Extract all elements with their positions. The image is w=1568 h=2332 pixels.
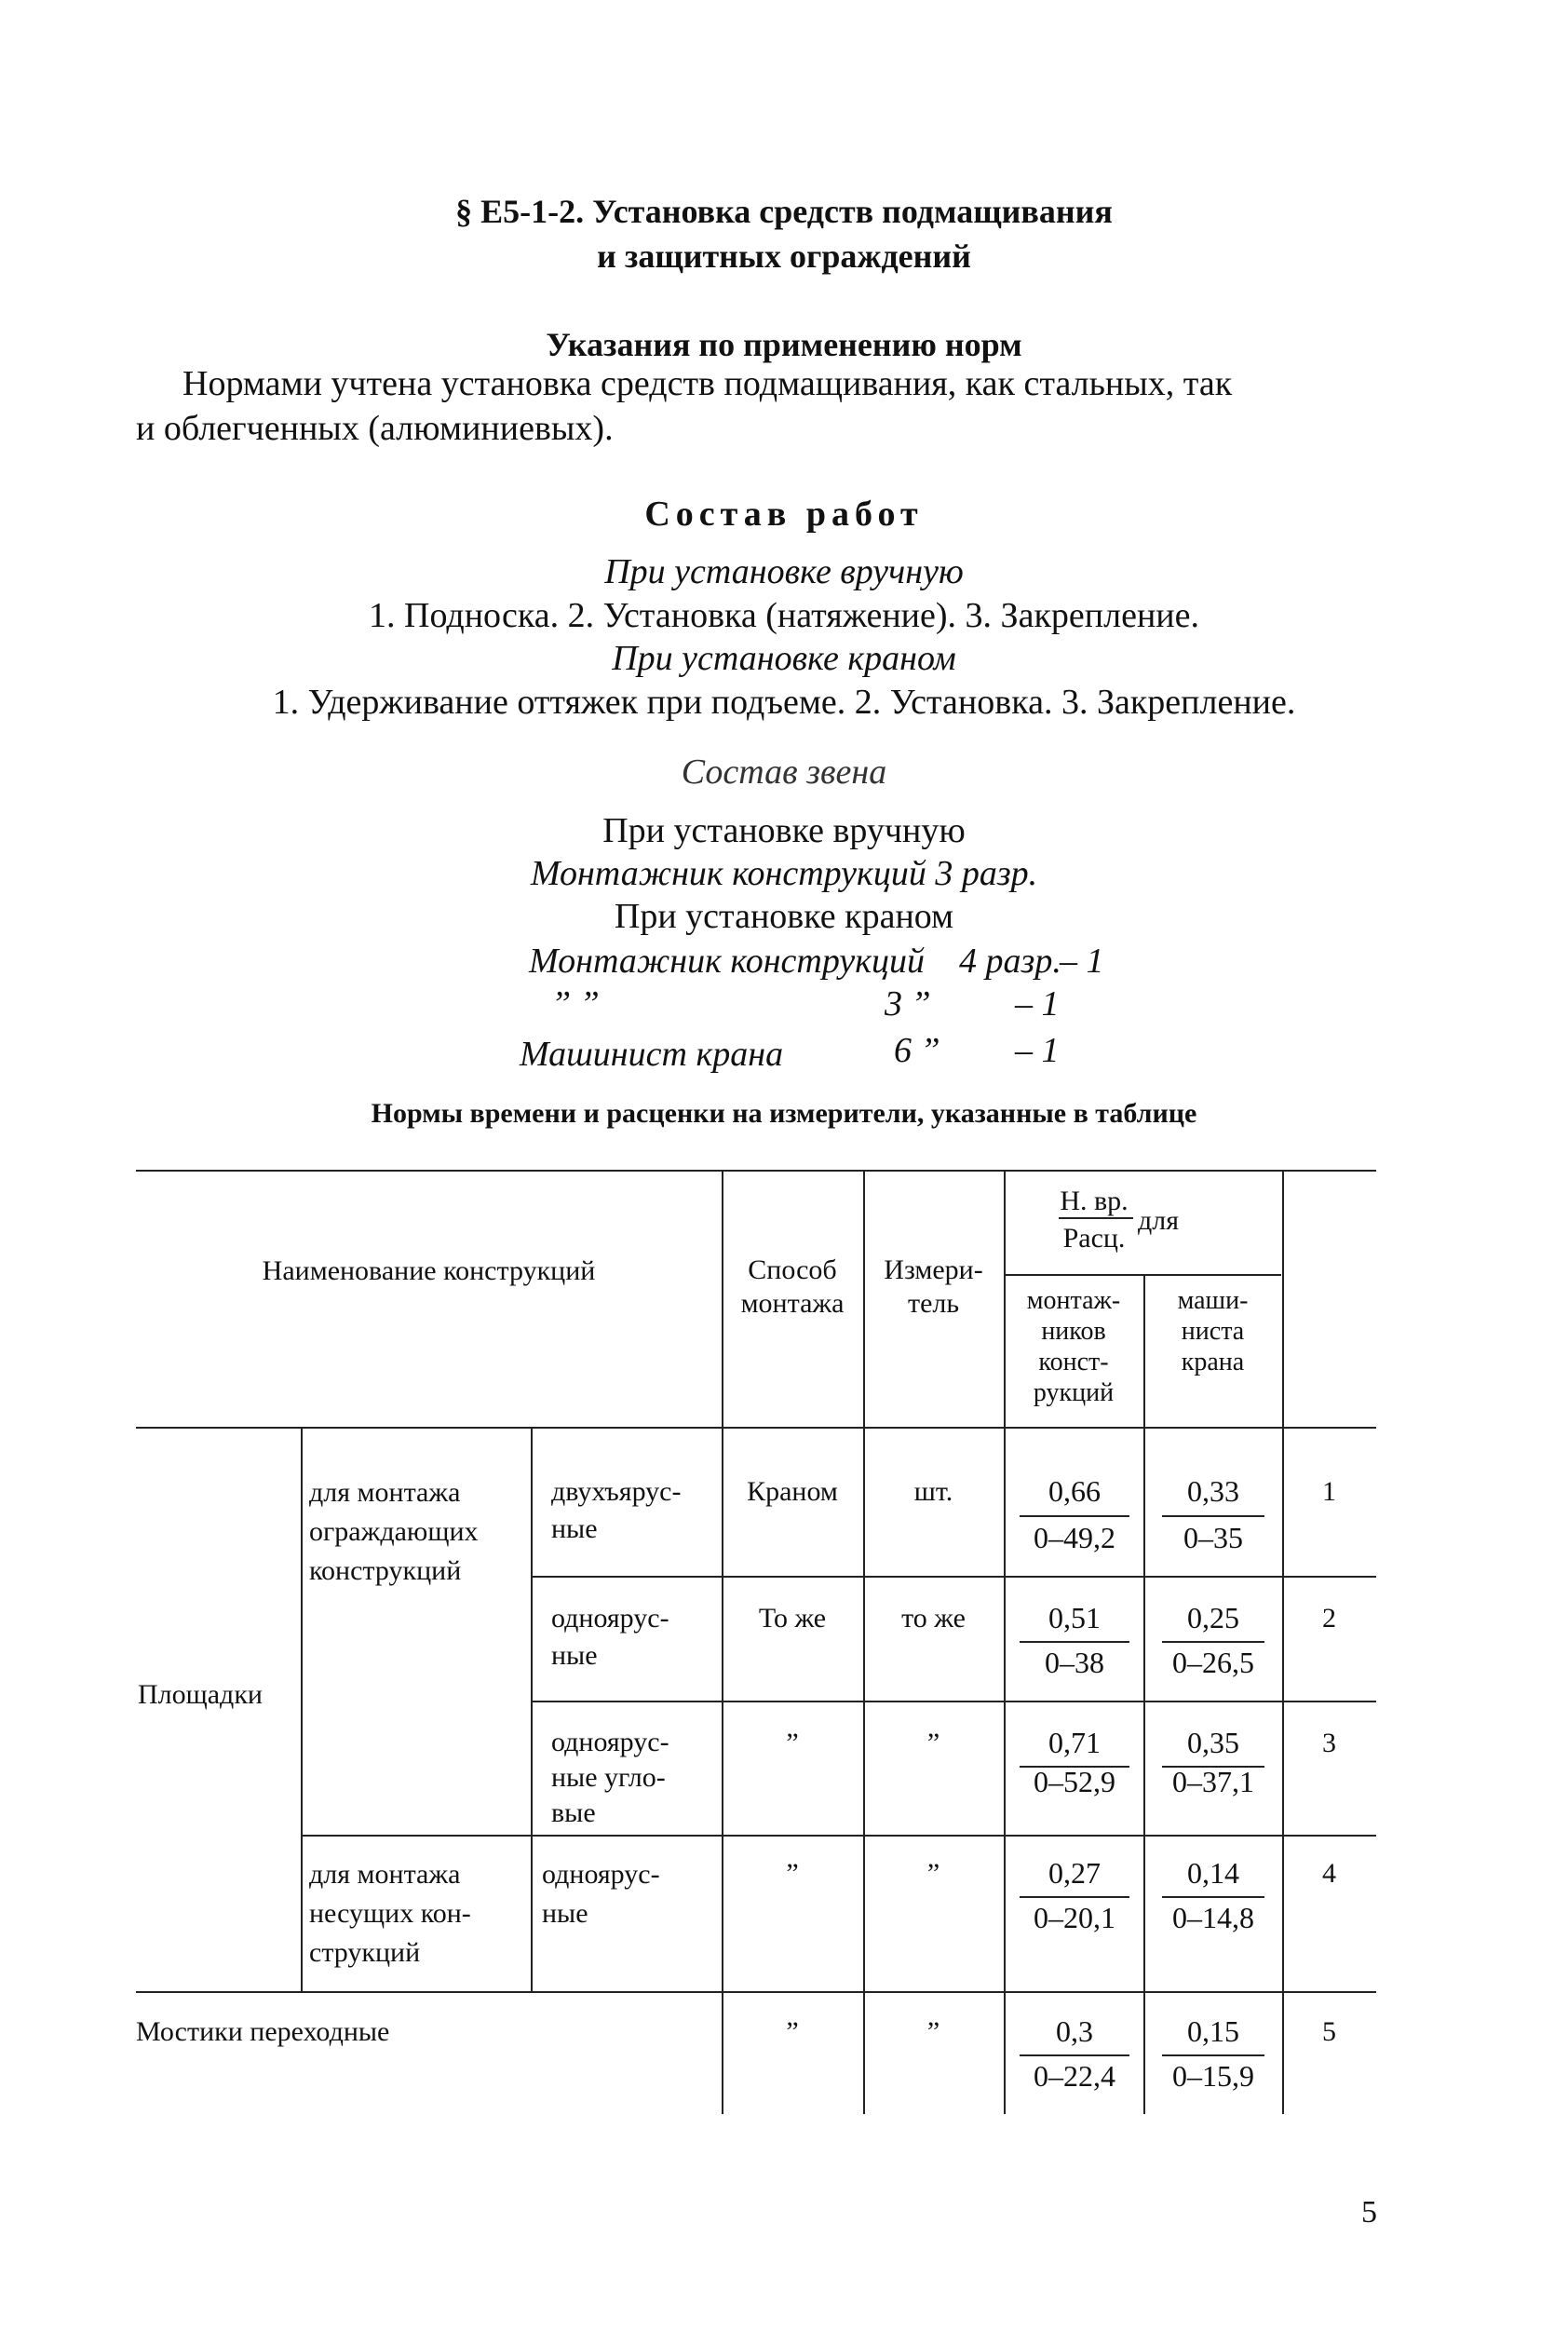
crane-install-steps: 1. Удерживание оттяжек при подъеме. 2. Установка. 3. Закрепление. [272, 683, 1296, 722]
subgroup-bearing-line: несущих кон- [309, 1898, 471, 1929]
crew-manual-label: При установке вручную [602, 811, 966, 850]
row4-montazh-bar [1020, 1896, 1129, 1898]
header-col-crane-line: крана [1181, 1348, 1245, 1376]
row3-unit: ” [926, 1728, 940, 1758]
row2-type-line: ные [551, 1640, 598, 1671]
row4-crane-norm: 0,14 [1187, 1856, 1239, 1890]
row1-montazh-rate: 0–49,2 [1034, 1521, 1115, 1554]
crew-row-2-count: – 1 [1015, 984, 1060, 1024]
row-rule-4 [136, 1991, 1376, 1993]
crew-row-3-count: – 1 [1015, 1031, 1060, 1070]
row2-method: То же [758, 1603, 827, 1634]
header-norm-bottom: Расц. [1062, 1223, 1126, 1254]
row3-type [551, 1725, 669, 1831]
vrule-type [531, 1427, 533, 1991]
row2-crane-norm: 0,25 [1187, 1601, 1239, 1634]
row5-crane-bar [1162, 2054, 1264, 2056]
header-bottom-rule [136, 1427, 1376, 1429]
row5-montazh-norm: 0,3 [1056, 2014, 1093, 2048]
row4-montazh-norm: 0,27 [1048, 1856, 1101, 1890]
row5-crane-rate: 0–15,9 [1172, 2059, 1254, 2093]
row1-type [551, 1473, 681, 1548]
row1-type-line: ные [551, 1513, 598, 1544]
row5-number: 5 [1322, 2016, 1336, 2047]
header-name: Наименование конструкций [262, 1255, 596, 1286]
row5-unit: ” [926, 2016, 940, 2047]
subgroup-bearing-line: струкций [309, 1937, 421, 1968]
crew-manual-worker: Монтажник конструкций 3 разр. [530, 854, 1038, 893]
row1-method: Краном [747, 1476, 838, 1507]
row3-type-line: одноярус- [551, 1727, 669, 1757]
row3-number: 3 [1322, 1728, 1336, 1758]
manual-install-steps: 1. Подноска. 2. Установка (натяжение). 3. Закрепление. [369, 596, 1199, 635]
row3-type-line: ные угло- [551, 1762, 666, 1793]
guidelines-text-line2: и облегченных (алюминиевых). [136, 409, 614, 448]
subgroup-bearing [309, 1855, 471, 1973]
row2-montazh-norm: 0,51 [1048, 1601, 1101, 1634]
crew-row-2-grade: 3 ” [885, 984, 931, 1024]
row1-crane-bar [1162, 1515, 1264, 1517]
subgroup-enclosing-line: конструкций [309, 1555, 462, 1586]
table-caption: Нормы времени и расценки на измерители, указанные в таблице [371, 1098, 1197, 1129]
row4-type [542, 1855, 660, 1933]
table-top-rule [136, 1170, 1376, 1172]
crew-row-1-count: – 1 [1060, 942, 1104, 981]
header-col-montazh-line: конст- [1038, 1348, 1109, 1376]
header-col-montazh-line: ников [1041, 1317, 1106, 1346]
row2-montazh-rate: 0–38 [1045, 1646, 1104, 1679]
header-norm-fraction-bar [1059, 1217, 1133, 1219]
row2-unit: то же [901, 1603, 966, 1634]
row4-unit: ” [926, 1858, 940, 1889]
subgroup-enclosing [309, 1473, 479, 1591]
header-col-crane-line: маши- [1177, 1286, 1249, 1315]
row2-type-line: одноярус- [551, 1603, 669, 1634]
crew-row-1-grade: 4 разр. [959, 942, 1061, 981]
row1-unit: шт. [913, 1476, 953, 1507]
row1-montazh-bar [1020, 1515, 1129, 1517]
group-label-platforms: Площадки [138, 1679, 263, 1710]
crew-row-2-name: ” ” [551, 984, 600, 1024]
row3-montazh-norm: 0,71 [1048, 1726, 1101, 1759]
subgroup-enclosing-line: для монтажа [309, 1477, 461, 1508]
header-col-montazh-line: рукций [1033, 1378, 1115, 1407]
vrule-montazh-crane [1143, 1274, 1145, 2114]
crew-row-3-name: Машинист крана [520, 1035, 784, 1074]
row3-montazh-rate: 0–52,9 [1034, 1765, 1115, 1798]
row4-number: 4 [1322, 1858, 1336, 1889]
row3-method: ” [786, 1728, 799, 1758]
row5-montazh-bar [1020, 2054, 1129, 2056]
subgroup-enclosing-line: ограждающих [309, 1516, 479, 1547]
row2-crane-bar [1162, 1641, 1264, 1643]
crew-row-3-grade: 6 ” [894, 1031, 940, 1070]
row5-name: Мостики переходные [136, 2016, 390, 2047]
page-number: 5 [1361, 2195, 1377, 2230]
section-title-line1: § Е5-1-2. Установка средств подмащивания [455, 193, 1113, 230]
row1-crane-norm: 0,33 [1187, 1474, 1239, 1508]
header-norm-for: для [1138, 1205, 1180, 1236]
crew-row-1-name: Монтажник конструкций [529, 942, 925, 981]
row3-type-line: вые [551, 1797, 596, 1828]
row5-montazh-rate: 0–22,4 [1034, 2059, 1115, 2093]
row4-type-line: ные [542, 1898, 588, 1929]
header-col-montazh-line: монтаж- [1026, 1286, 1121, 1315]
guidelines-heading: Указания по применению норм [546, 326, 1022, 363]
row3-crane-rate: 0–37,1 [1172, 1765, 1254, 1798]
row4-type-line: одноярус- [542, 1859, 660, 1890]
guidelines-text-line1: Нормами учтена установка средств подмащивания, как стальных, так [182, 364, 1233, 403]
header-method-line1: Способ [748, 1254, 837, 1285]
row5-method: ” [786, 2016, 799, 2047]
row-rule-2 [531, 1701, 1376, 1702]
header-col-montazh [1004, 1285, 1143, 1408]
row4-method: ” [786, 1858, 799, 1889]
row4-crane-bar [1162, 1896, 1264, 1898]
row1-montazh-norm: 0,66 [1048, 1474, 1101, 1508]
row2-type [551, 1600, 669, 1674]
vrule-subgroup [301, 1427, 303, 1991]
header-sub-rule [1004, 1274, 1281, 1276]
header-norm-top: Н. вр. [1060, 1186, 1129, 1216]
subgroup-bearing-line: для монтажа [309, 1859, 461, 1890]
row-rule-3 [301, 1835, 1376, 1837]
crane-install-heading: При установке краном [612, 639, 956, 678]
work-composition-heading: Состав работ [644, 495, 924, 534]
row1-type-line: двухъярус- [551, 1476, 682, 1507]
row2-number: 2 [1322, 1603, 1336, 1634]
row2-montazh-bar [1020, 1641, 1129, 1643]
header-method-line2: монтажа [740, 1288, 845, 1319]
row2-crane-rate: 0–26,5 [1172, 1646, 1254, 1679]
row1-crane-rate: 0–35 [1183, 1521, 1243, 1554]
row1-number: 1 [1322, 1476, 1336, 1507]
header-col-crane-line: ниста [1181, 1317, 1245, 1346]
row-rule-1 [531, 1576, 1376, 1578]
crew-heading: Состав звена [681, 752, 887, 792]
row5-crane-norm: 0,15 [1187, 2014, 1239, 2048]
row4-montazh-rate: 0–20,1 [1034, 1901, 1115, 1934]
manual-install-heading: При установке вручную [604, 552, 964, 591]
header-unit-line1: Измери- [884, 1254, 983, 1285]
header-unit-line2: тель [907, 1288, 960, 1319]
header-col-crane [1143, 1285, 1282, 1377]
section-title-line2: и защитных ограждений [597, 237, 971, 275]
vrule-number [1282, 1170, 1284, 2114]
row3-crane-norm: 0,35 [1187, 1726, 1239, 1759]
crew-crane-label: При установке краном [614, 897, 954, 936]
row4-crane-rate: 0–14,8 [1172, 1901, 1254, 1934]
